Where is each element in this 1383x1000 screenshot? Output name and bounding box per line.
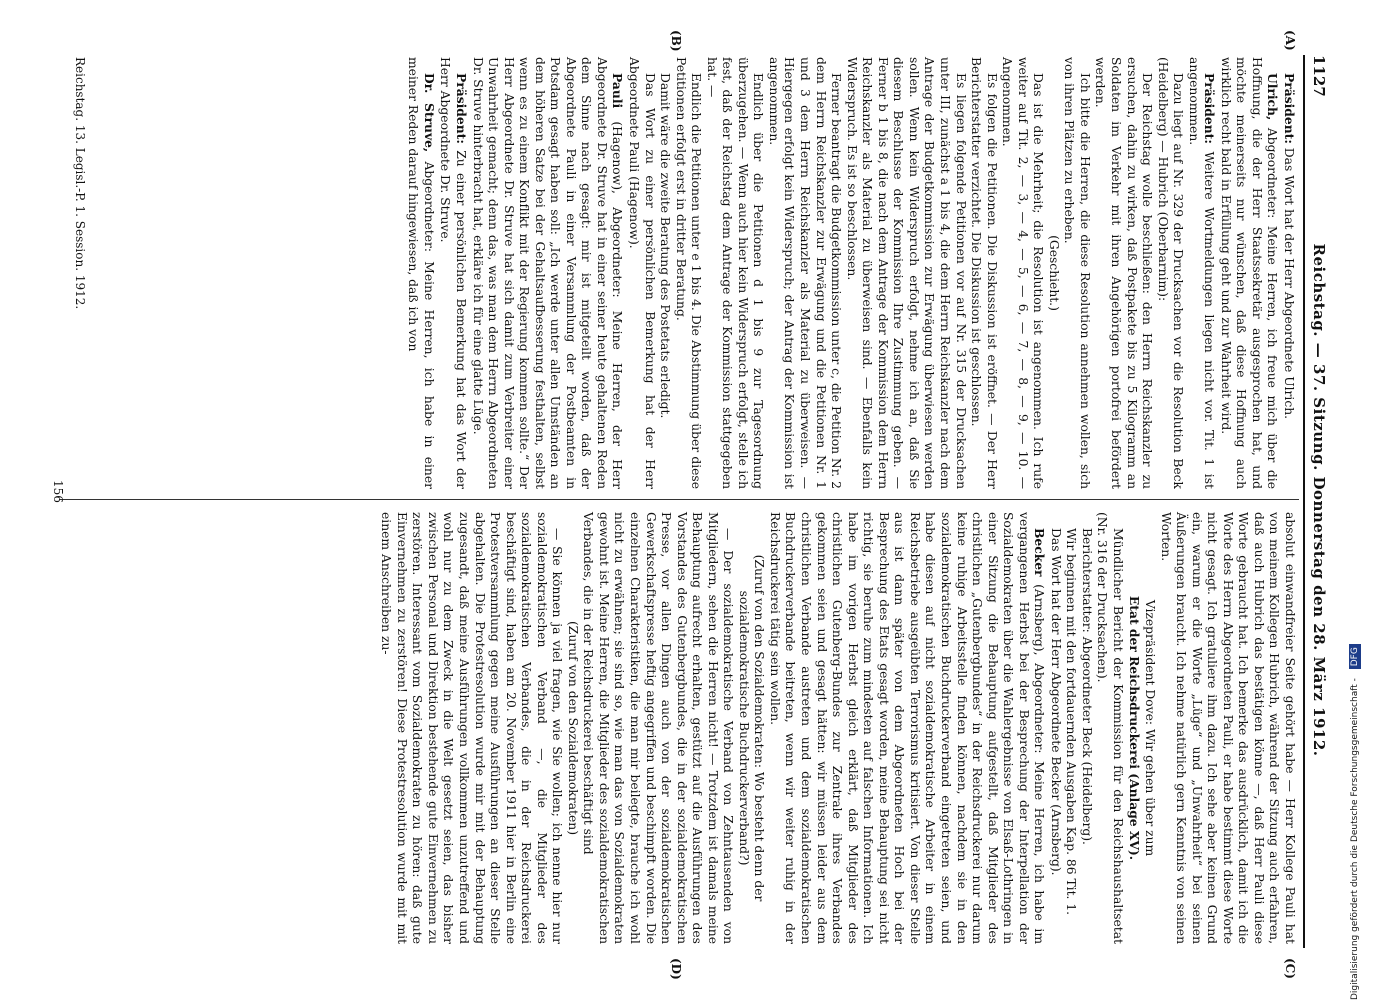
- paragraph: [1280, 57, 1297, 489]
- paragraph-text: Dazu liegt auf Nr. 329 der Drucksachen vor die Resolution Beck (Heidelberg) — Hubrich (Oberbarnim):: [1155, 57, 1186, 489]
- paragraph-text: (Zuruf von den Sozialdemokraten): [565, 621, 580, 835]
- paragraph-text: Wir beginnen mit den fortdauernden Ausgaben Kap. 86 Tit. 1.: [1064, 528, 1079, 916]
- margin-letter-a: (A): [1283, 30, 1297, 51]
- paragraph: [580, 512, 735, 944]
- right-text-column: [378, 512, 1297, 944]
- paragraph: [843, 57, 967, 489]
- paragraph: [1078, 512, 1094, 944]
- speaker-name: Dr. Struve,: [421, 73, 437, 153]
- paragraph: [999, 57, 1046, 489]
- paragraph: [1047, 512, 1063, 944]
- speaker-name: Pauli: [610, 73, 626, 109]
- paragraph: [1125, 512, 1142, 944]
- paragraph: [766, 512, 1047, 944]
- paragraph-text: Weitere Wortmeldungen liegen nicht vor. Tit. 1 ist angenommen.: [1186, 57, 1217, 489]
- session-footer: Reichstag. 13. Legisl.-P. 1. Session. 1912.: [73, 57, 87, 310]
- paragraph-text: Abgeordneter: Meine Herren, ich habe in einer meiner Reden darauf hingewiesen, daß ich von: [406, 57, 436, 489]
- paragraph: [1063, 512, 1079, 944]
- paragraph: [405, 57, 437, 489]
- paragraph-text: (Hagenow), Abgeordneter: Meine Herren, der Herr Abgeordnete Dr. Struve hat in einer seiner heute gehaltenen Reden dem Sinne nach gesagt: mir ist mitgeteilt worden, daß der Abgeordnete Pauli in einer Versammlung der Postbeamten in Potsdam gesagt haben soll: „Ich werde unter allen Umständen an dem höheren Satze bei der Gehaltsaufbesserung festhalten, selbst wenn es zu einem Konflikt mit der Regierung kommen sollte.“ Der Herr Abgeordnete Dr. Struve hat sich damit zum Verbreiter einer Unwahrheit gemacht; denn das, was man dem Herrn Abgeordneten Dr. Struve hinterbracht hat, erkläre ich für eine glatte Lüge.: [470, 57, 625, 489]
- digitization-credit: Digitalisierung gefördert durch die Deutsche Forschungsgemeinschaft -: [1350, 678, 1360, 1000]
- paragraph-text: Das Wort hat der Herr Abgeordnete Becker (Arnsberg).: [1048, 528, 1063, 876]
- speaker-name: Präsident:: [1202, 73, 1218, 144]
- paragraph: [564, 512, 580, 944]
- paragraph-text: (Geschieht.): [1046, 235, 1061, 311]
- paragraph-text: absolut einwandfreier Seite gehört habe — Herr Kollege Pauli hat von meinem Kollegen Hubrich, während der Sitzung auch erfahren, daß auch Hubrich das bestätigen könne —, daß Herr Pauli diese Worte gebraucht hat. Ich bemerke das ausdrücklich, damit ich die Worte des Herrn Abgeordneten Pauli, er habe bestimmt diese Worte nicht gesagt. Ich gratuliere ihm dazu. Ich sehe aber keinen Grund ein, warum er die Worte „Lüge“ und „Unwahrheit“ bei seinen Äußerungen braucht. Ich nehme natürlich gern Kenntnis von seinen Worten.: [1158, 512, 1297, 944]
- paragraph: [968, 57, 999, 489]
- paragraph: [1092, 57, 1154, 489]
- paragraph-text: Es folgen die Petitionen. Die Diskussion ist eröffnet. — Der Herr Berichterstatter verzichtet. Die Diskussion ist geschlossen.: [969, 57, 999, 489]
- margin-letter-d: (D): [669, 958, 683, 980]
- paragraph: [735, 512, 766, 944]
- paragraph: [765, 57, 843, 489]
- paragraph-text: (Arnsberg), Abgeordneter: Meine Herren, ich habe im vergangenen Herbst bei der Besprechung der Interpellation der Sozialdemokraten über die Wahlergebnisse von Elsaß-Lothringen in einer Sitzung die Behauptung aufgestellt, daß Mitglieder des christlichen „Gutenbergbundes“ in der Reichsdruckerei nur darum keine ruhige Arbeitsstelle finden können, nachdem sie in den sozialdemokratischen Buchdruckerverband eingetreten seien, und habe diesen auf nicht sozialdemokratische Arbeiter in einem Reichsbetriebe ausgeübten Terrorismus kritisiert. Von dieser Stelle aus ist dann später von dem Abgeordneten Hoch bei der Besprechung des Etats gesagt worden, meine Behauptung sei nicht richtig, sie beruhe zum mindesten auf falschen Informationen. Ich habe im vorigen Herbst gleich erklärt, daß Mitglieder des christlichen Gutenberg-Bundes zur Zentrale ihres Verbandes gekommen seien und gesagt hätten: wir müssen leider aus dem christlichen Verbande austreten und dem sozialdemokratischen Buchdruckerverbande beitreten, wenn wir weiter ruhig in der Reichsdruckerei tätig sein wollen.: [767, 512, 1047, 944]
- left-text-column: [405, 57, 1297, 489]
- paragraph-text: Ich bitte die Herren, die diese Resolution annehmen wollen, sich von ihren Plätzen zu erheben.: [1062, 57, 1092, 489]
- digitization-note: [1344, 0, 1383, 1000]
- paragraph-text: — Sie können ja viel fragen, wie Sie wollen; ich nenne hier nur sozialdemokratischen Verband —, die Mitglieder des sozialdemokratischen Verbandes, die in der Reichsdruckerei beschäftigt sind, haben am 20. November 1911 hier in Berlin eine Protestversammlung gegen meine Ausführungen an dieser Stelle abgehalten. Die Protestresolution wurde mir mit der Behauptung zugesandt, daß meine Ausführungen vollkommen unzutreffend und wohl nur zu dem Zweck in die Welt gesetzt seien, das bisher zwischen Personal und Direktion bestehende gute Einvernehmen zu zerstören. Interessant vom Sozialdemokraten zu hören: daß gute Einvernehmen zu zerstören! Diese Protestresolution wurde mit mit einem Anschreiben zu-: [379, 512, 565, 944]
- speaker-name: Präsident:: [454, 73, 470, 144]
- paragraph: [1154, 57, 1185, 489]
- dfg-logo: DFG: [1349, 644, 1361, 669]
- paragraph-text: Das Wort zu einer persönlichen Bemerkung hat der Herr Abgeordnete Pauli (Hagenow).: [627, 57, 657, 489]
- paragraph: [378, 512, 565, 944]
- speaker-name: Ulrich,: [1265, 73, 1281, 121]
- paragraph-text: Der Reichstag wolle beschließen: den Herrn Reichskanzler zu ersuchen, dahin zu wirken, daß Postpakete bis zu 5 Kilogramm an Soldaten im Verkehr mit ihren Angehörigen portofrei befördert werden.: [1093, 57, 1155, 489]
- paragraph: [625, 57, 656, 489]
- paragraph-text: Berichterstatter: Abgeordneter Beck (Heidelberg).: [1079, 528, 1094, 845]
- paragraph: [1185, 57, 1217, 489]
- margin-letter-b: (B): [669, 30, 683, 52]
- paragraph-text: Mündlicher Bericht der Kommission für den Reichshaushaltsetat (Nr. 316 der Drucksachen).: [1095, 512, 1125, 944]
- paragraph-text: Abgeordneter: Meine Herren, ich freue mich über die Hoffnung, die der Herr Staatssekretär ausgesprochen hat, und möchte meinerseits nur wünschen, daß diese Hoffnung auch wirklich recht bald in Erfüllung geht und zur Wahrheit wird.: [1218, 57, 1280, 489]
- paragraph-text: Es liegen folgende Petitionen vor auf Nr. 315 der Drucksachen unter III, zunächst a 1 bis 4, die dem Herrn Reichskanzler nach dem Antrage der Budgetkommission zur Erwägung überwiesen werden sollen. Wenn kein Widerspruch erfolgt, nehme ich an, daß Sie diesem Beschlusse der Kommission Ihre Zustimmung geben. — Ferner b 1 bis 8, die nach dem Antrage der Kommission dem Herrn Reichskanzler als Material zu überweisen sind. — Ebenfalls kein Widerspruch. Es ist so beschlossen.: [844, 57, 968, 489]
- paragraph-text: Das Wort hat der Herr Abgeordnete Ulrich.: [1282, 147, 1296, 420]
- paragraph: [1094, 512, 1125, 944]
- page-number: 1127: [1310, 55, 1328, 97]
- margin-letter-c: (C): [1283, 958, 1297, 979]
- paragraph: [1157, 512, 1297, 944]
- column-divider: [59, 499, 1299, 500]
- header-rule: [1303, 55, 1305, 948]
- paragraph-text: (Zuruf von den Sozialdemokraten: Wo besteht denn der sozialdemokratische Buchdruckerverband?): [736, 554, 767, 902]
- paragraph-text: Etat der Reichsdruckerei (Anlage XV).: [1126, 595, 1142, 861]
- paragraph: [1061, 57, 1092, 489]
- paragraph-text: Endlich über die Petitionen d 1 bis 9 zur Tagesordnung überzugehen. — Wenn auch hier kein Widerspruch erfolgt, stelle ich fest, daß der Reichstag dem Antrage der Kommission stattgegeben hat. —: [704, 57, 766, 489]
- paragraph-text: Ferner beantragt die Budgetkommission unter c, die Petition Nr. 2 dem Herrn Reichskanzler zur Erwägung und die Petitionen Nr. 1 und 3 dem Herrn Reichskanzler als Material zu überweisen. — Hiergegen erfolgt kein Widerspruch; der Antrag der Kommission ist angenommen.: [766, 57, 844, 489]
- paragraph-text: — Der sozialdemokratische Verband von Zehntausenden von Mitgliedern, sehen die Herren nicht! — Trotzdem ist damals meine Behauptung aufrecht erhalten, gestützt auf die Ausführungen des Vorstandes des Gutenbergbundes, die in der sozialdemokratischen Presse, vor allen Dingen auch von der sozialdemokratischen Gewerkschaftspresse heftig angegriffen und beschimpft worden. Die einzelnen Charakteristiken, die man mir beilegte, brauche ich wohl nicht zu erwähnen; sie sind so, wie man das von Sozialdemokraten gewohnt ist. Meine Herren, die Mitglieder des sozialdemokratischen Verbandes, die in der Reichsdruckerei beschäftigt sind: [581, 512, 736, 944]
- sheet-number: 156: [51, 480, 65, 503]
- paragraph-text: Das ist die Mehrheit; die Resolution ist angenommen. Ich rufe weiter auf Tit. 2, — 3, — 4, — 5, — 6, — 7, — 8, — 9, — 10. — Angenommen.: [1000, 57, 1046, 489]
- speaker-name: Präsident:: [1282, 73, 1297, 144]
- paragraph: [703, 57, 765, 489]
- paragraph-text: Damit wäre die zweite Beratung des Postetats erledigt.: [658, 73, 673, 419]
- paragraph-text: Vizepräsident Dove: Wir gehen über zum: [1143, 599, 1158, 857]
- paragraph: [1217, 57, 1280, 489]
- paragraph: [1045, 57, 1061, 489]
- paragraph: [672, 57, 703, 489]
- paragraph-text: Zu einer persönlichen Bemerkung hat das Wort der Herr Abgeordnete Dr. Struve.: [438, 57, 469, 489]
- paragraph: [437, 57, 469, 489]
- paragraph: [1142, 512, 1158, 944]
- paragraph: [469, 57, 625, 489]
- paragraph: [657, 57, 673, 489]
- speaker-name: Becker: [1032, 528, 1048, 577]
- paragraph-text: Endlich die Petitionen unter e 1 bis 4. Die Abstimmung über diese Petitionen erfolgt erst in dritter Beratung.: [673, 57, 704, 489]
- page-title: Reichstag. — 37. Sitzung. Donnerstag den 28. März 1912.: [1310, 243, 1328, 757]
